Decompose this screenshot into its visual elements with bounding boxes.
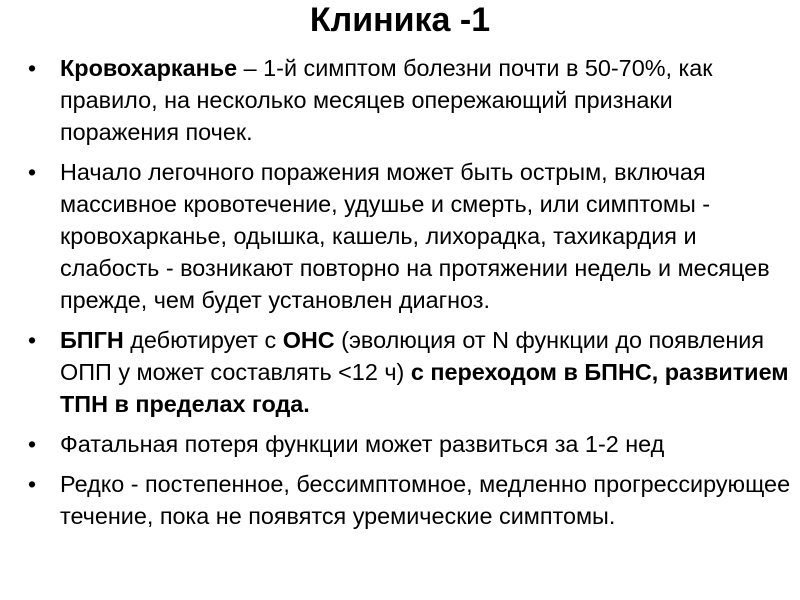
text-run: Начало легочного поражения может быть острым, включая массивное кровотечение, удушье и смерть, или симптомы - кровохарканье, одышка, кашель, лихорадка, тахикардия и слабость - возникают повторно на протяжении недель и месяцев прежде, чем будет установлен диагноз. — [60, 159, 770, 313]
bullet-text — [60, 471, 790, 529]
bullet-item-rare-course — [28, 468, 793, 532]
bullet-marker: • — [28, 471, 37, 497]
bold-phrase: с переходом в БПНС, развитием ТПН в пределах года. — [60, 359, 789, 417]
text-run: (эволюция от N функции до появления ОПП у может составлять <12 ч) — [60, 327, 765, 385]
text-run: Фатальная потеря функции может развиться за 1-2 нед — [60, 431, 665, 457]
bullet-text — [60, 431, 664, 457]
bullet-item-fatal-loss — [28, 428, 793, 460]
bullet-text — [60, 327, 789, 417]
bold-term: Кровохарканье — [60, 55, 238, 81]
bullet-item-bpgn — [28, 324, 793, 420]
bold-term: ОНС — [282, 327, 335, 353]
slide-title: Клиника -1 — [309, 1, 491, 39]
bullet-text — [60, 159, 770, 313]
bullet-list — [28, 52, 793, 540]
bullet-item-hemoptysis — [28, 52, 793, 148]
bullet-marker: • — [28, 327, 37, 353]
bullet-marker: • — [28, 159, 37, 185]
text-run: дебютирует с — [123, 327, 283, 353]
bullet-marker: • — [28, 431, 37, 457]
bullet-marker: • — [28, 55, 37, 81]
bullet-item-pulmonary-onset — [28, 156, 793, 316]
bullet-text — [60, 55, 713, 145]
text-run: Редко - постепенное, бессимптомное, медленно прогрессирующее течение, пока не появятся уремические симптомы. — [60, 471, 791, 529]
text-run: – 1-й симптом болезни почти в 50-70%, как правило, на несколько месяцев опережающий признаки поражения почек. — [60, 55, 713, 145]
bold-term: БПГН — [60, 327, 124, 353]
